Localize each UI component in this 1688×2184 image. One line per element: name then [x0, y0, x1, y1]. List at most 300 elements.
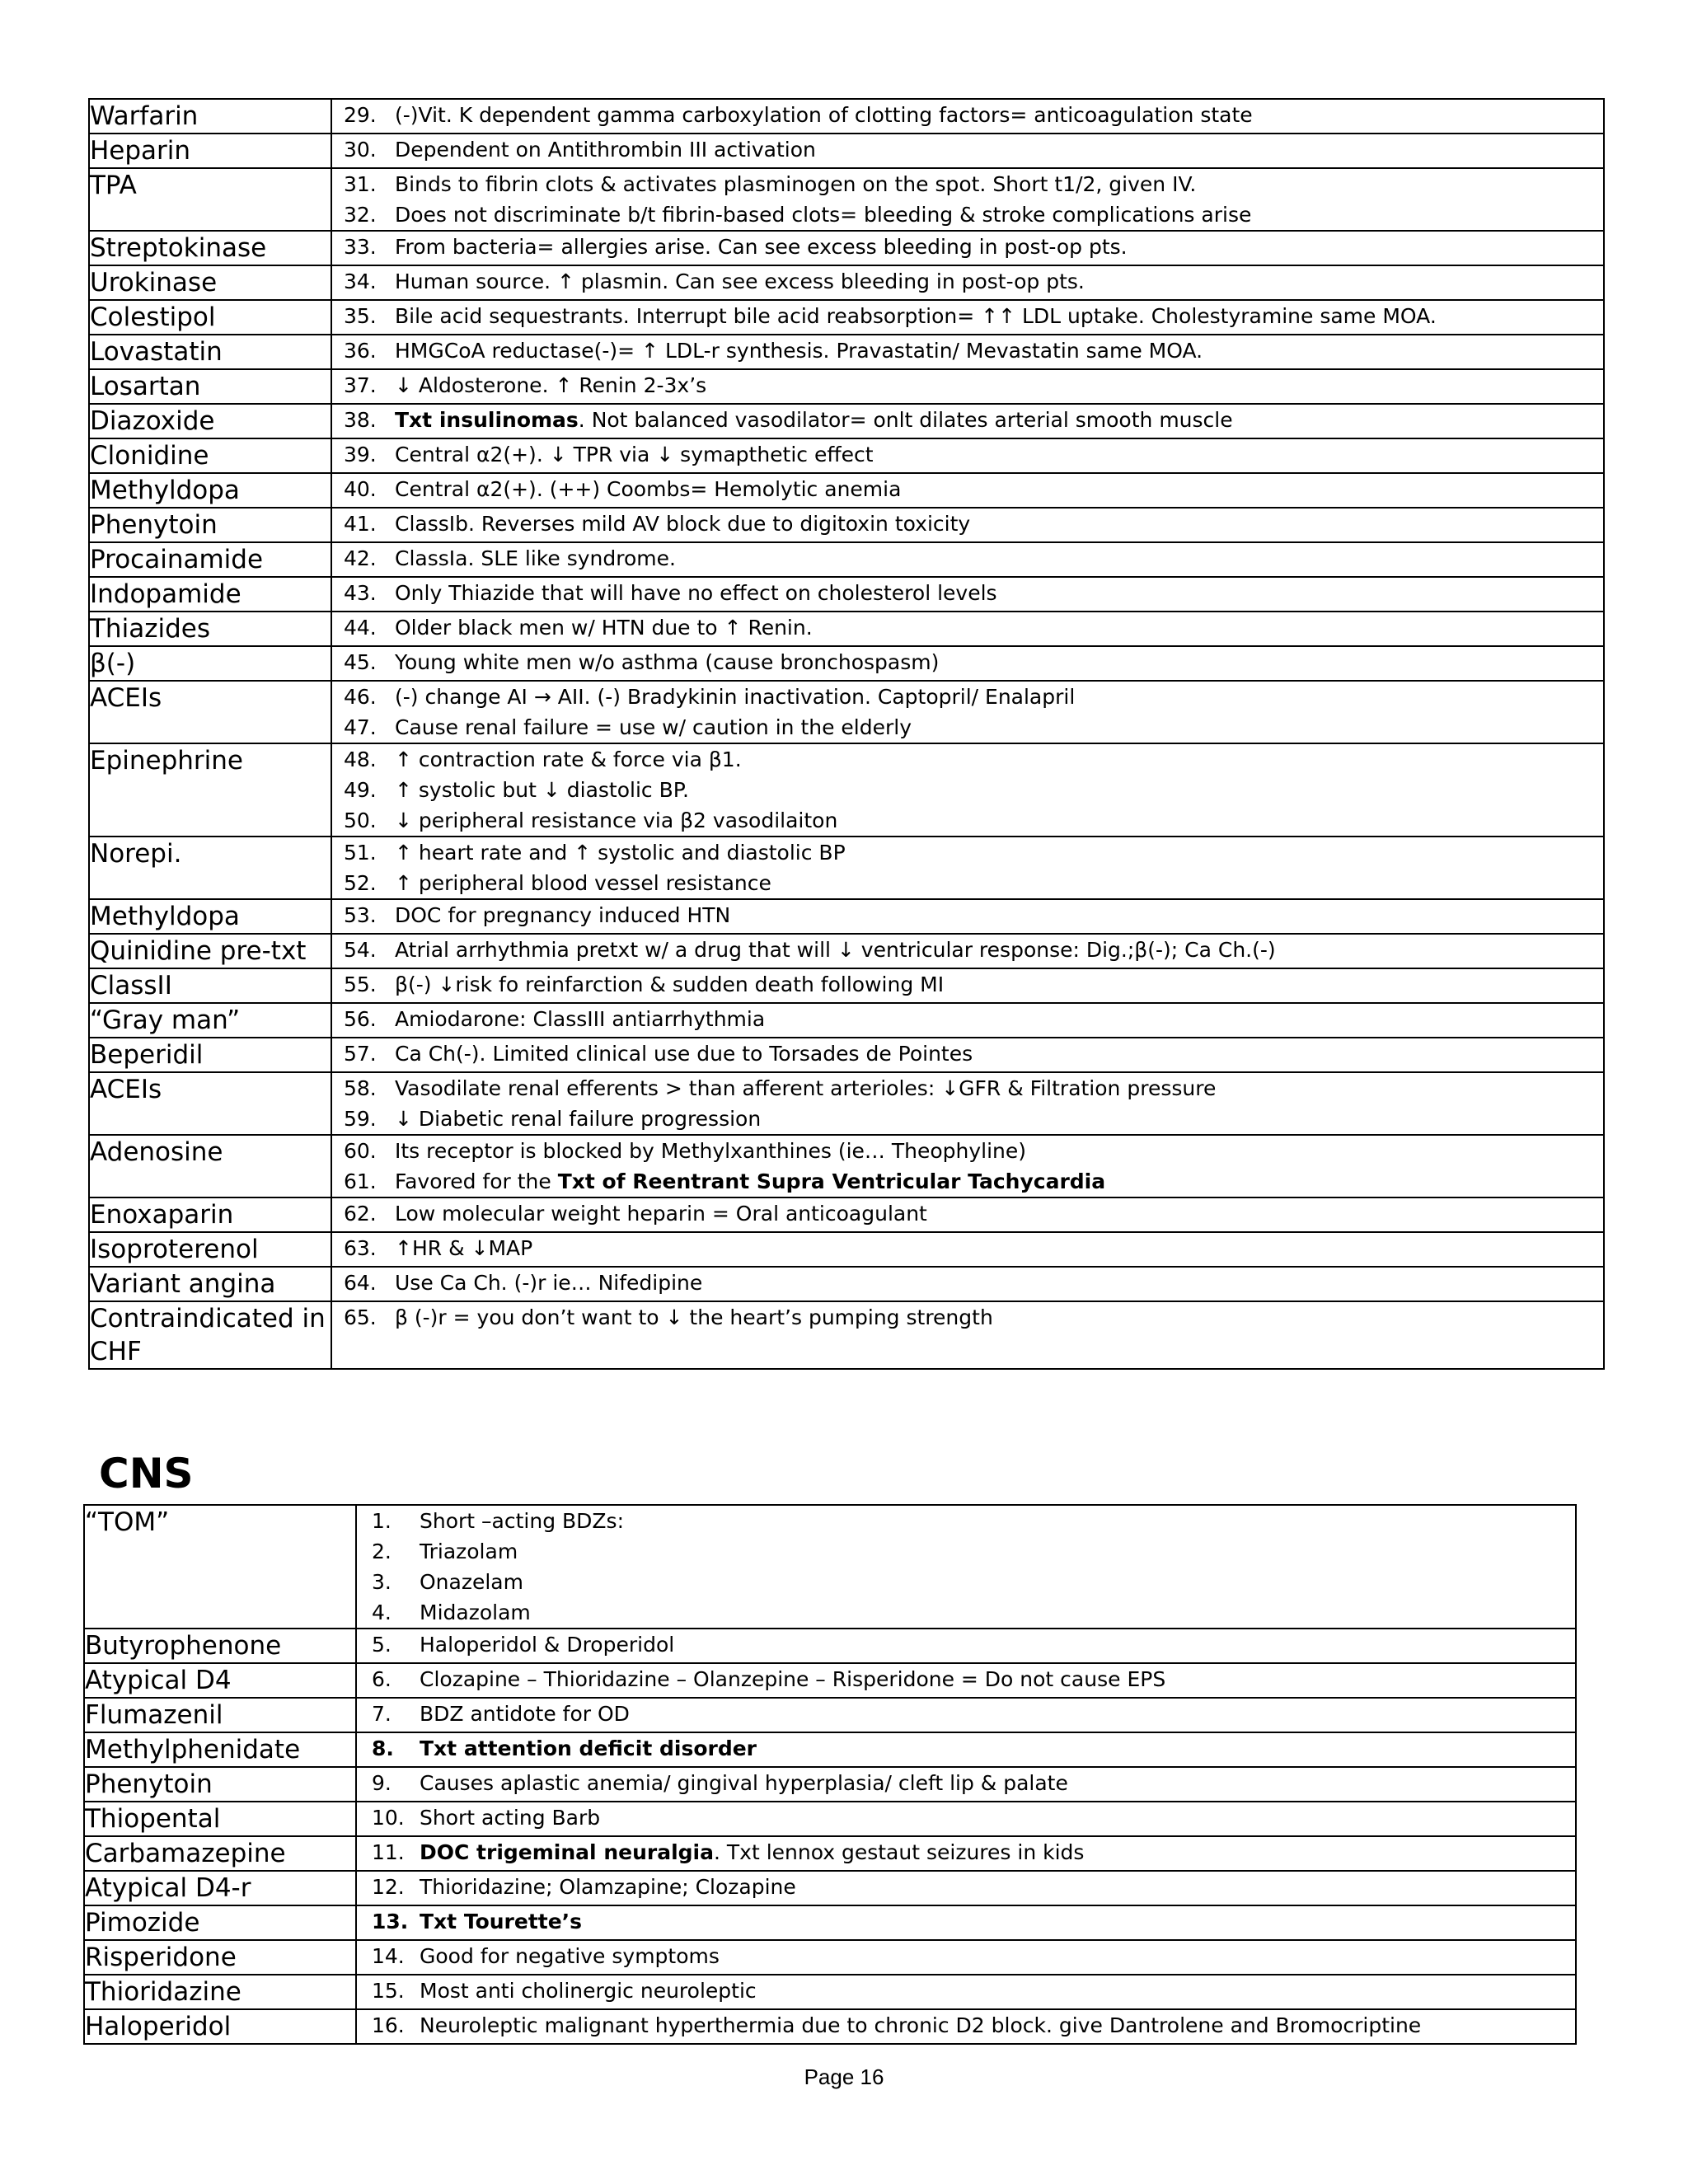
- item-text: [395, 1233, 532, 1263]
- drug-name-cell: Haloperidol: [84, 2009, 356, 2044]
- list-item: [357, 1975, 1575, 2006]
- item-number: 29.: [344, 103, 377, 127]
- item-number: 35.: [344, 304, 377, 328]
- item-number: 7.: [372, 1702, 392, 1726]
- table-row: [84, 1802, 1576, 1836]
- item-text: [395, 232, 1128, 262]
- item-number: 31.: [344, 172, 377, 196]
- item-text: [420, 1664, 1165, 1694]
- drug-name-cell: ACEIs: [89, 1072, 331, 1135]
- list-item: [357, 1597, 1575, 1628]
- notes-cell: [331, 612, 1604, 646]
- list-item: [332, 169, 1603, 199]
- notes-cell: [356, 1940, 1576, 1975]
- list-item: [332, 474, 1603, 504]
- item-text: [395, 900, 730, 930]
- notes-cell: [356, 1732, 1576, 1767]
- notes-cell: [331, 968, 1604, 1003]
- notes-cell: [331, 99, 1604, 134]
- table-row: [89, 369, 1604, 404]
- list-item: [332, 744, 1603, 775]
- item-text: [420, 1733, 757, 1764]
- drug-name-cell: Adenosine: [89, 1135, 331, 1197]
- list-item: [357, 1664, 1575, 1694]
- table-row: [84, 1505, 1576, 1629]
- item-body: Causes aplastic anemia/ gingival hyperplasia/ cleft lip & palate: [420, 1771, 1068, 1795]
- list-item: [357, 1733, 1575, 1764]
- item-text: [395, 744, 742, 775]
- list-item: [332, 1166, 1603, 1197]
- item-text: [395, 1038, 973, 1069]
- list-item: [332, 1136, 1603, 1166]
- drug-name-cell: Colestipol: [89, 300, 331, 335]
- item-body: Triazolam: [420, 1540, 518, 1563]
- item-body: Good for negative symptoms: [420, 1944, 720, 1968]
- item-body: . Txt lennox gestaut seizures in kids: [713, 1840, 1085, 1864]
- item-number: 5.: [372, 1633, 392, 1657]
- drug-name-cell: ClassII: [89, 968, 331, 1003]
- list-item: [332, 1038, 1603, 1069]
- notes-cell: [331, 168, 1604, 231]
- item-number: 65.: [344, 1305, 377, 1329]
- drug-name-cell: Urokinase: [89, 265, 331, 300]
- item-text: [420, 1872, 796, 1902]
- item-number: 9.: [372, 1771, 392, 1795]
- list-item: [332, 900, 1603, 930]
- item-body: Haloperidol & Droperidol: [420, 1633, 675, 1657]
- notes-cell: [331, 1301, 1604, 1369]
- item-text: [395, 1136, 1026, 1166]
- notes-cell: [356, 1505, 1576, 1629]
- item-text: [395, 439, 874, 470]
- list-item: [332, 266, 1603, 297]
- notes-cell: [331, 300, 1604, 335]
- table-row: [84, 1871, 1576, 1905]
- table-row: [89, 300, 1604, 335]
- table-row: [89, 1135, 1604, 1197]
- item-body: Vasodilate renal efferents > than afferent arterioles: ↓GFR & Filtration pressure: [395, 1076, 1217, 1100]
- item-body: BDZ antidote for OD: [420, 1702, 630, 1726]
- item-number: 63.: [344, 1236, 377, 1260]
- item-body: Central α2(+). ↓ TPR via ↓ symapthetic effect: [395, 443, 874, 466]
- item-number: 51.: [344, 841, 377, 865]
- notes-cell: [331, 369, 1604, 404]
- item-body: Young white men w/o asthma (cause bronchospasm): [395, 650, 940, 674]
- list-item: [357, 1768, 1575, 1798]
- notes-cell: [331, 335, 1604, 369]
- notes-cell: [331, 1267, 1604, 1301]
- item-number: 52.: [344, 871, 377, 895]
- item-text: [395, 405, 1233, 435]
- table-row: [89, 404, 1604, 438]
- list-item: [332, 775, 1603, 805]
- item-text: [395, 837, 846, 868]
- list-item: [332, 134, 1603, 165]
- item-text: [420, 1567, 523, 1597]
- table-row: [89, 612, 1604, 646]
- item-text: [395, 969, 944, 1000]
- item-text: [395, 775, 689, 805]
- item-number: 61.: [344, 1169, 377, 1193]
- table-row: [89, 134, 1604, 168]
- notes-cell: [331, 1003, 1604, 1038]
- drug-name-cell: Thiopental: [84, 1802, 356, 1836]
- list-item: [332, 837, 1603, 868]
- list-item: [332, 199, 1603, 230]
- item-number: 11.: [372, 1840, 405, 1864]
- item-text: [395, 1073, 1216, 1104]
- item-number: 54.: [344, 938, 377, 962]
- item-number: 10.: [372, 1806, 405, 1830]
- table-row: [89, 168, 1604, 231]
- table-row: [89, 265, 1604, 300]
- item-text: [420, 1975, 757, 2006]
- table-row: [89, 99, 1604, 134]
- item-body: ClassIa. SLE like syndrome.: [395, 546, 676, 570]
- item-number: 43.: [344, 581, 377, 605]
- list-item: [332, 405, 1603, 435]
- item-body: Its receptor is blocked by Methylxanthines (ie… Theophyline): [395, 1139, 1027, 1163]
- list-item: [332, 1268, 1603, 1298]
- drug-name-cell: Phenytoin: [84, 1767, 356, 1802]
- item-body: Use Ca Ch. (-)r ie… Nifedipine: [395, 1271, 703, 1295]
- item-text: [395, 868, 771, 898]
- item-number: 44.: [344, 616, 377, 640]
- notes-cell: [331, 743, 1604, 837]
- item-number: 8.: [372, 1736, 394, 1760]
- table-row: [84, 1629, 1576, 1663]
- item-text: [395, 1302, 993, 1333]
- item-body: ↓ peripheral resistance via β2 vasodilaiton: [395, 808, 838, 832]
- item-number: 30.: [344, 138, 377, 162]
- item-number: 14.: [372, 1944, 405, 1968]
- list-item: [332, 612, 1603, 643]
- item-number: 37.: [344, 373, 377, 397]
- item-body: ↓ Aldosterone. ↑ Renin 2-3x’s: [395, 373, 707, 397]
- list-item: [357, 1837, 1575, 1868]
- notes-cell: [331, 1197, 1604, 1232]
- notes-cell: [356, 1698, 1576, 1732]
- item-number: 55.: [344, 972, 377, 996]
- item-number: 13.: [372, 1910, 409, 1933]
- item-number: 4.: [372, 1601, 392, 1624]
- notes-cell: [356, 1663, 1576, 1698]
- item-emphasis: DOC trigeminal neuralgia: [420, 1840, 714, 1864]
- table-row: [89, 837, 1604, 899]
- notes-cell: [331, 899, 1604, 934]
- list-item: [332, 1233, 1603, 1263]
- notes-cell: [331, 681, 1604, 743]
- notes-cell: [331, 473, 1604, 508]
- list-item: [332, 301, 1603, 331]
- item-body: Short –acting BDZs:: [420, 1509, 624, 1533]
- list-item: [357, 1567, 1575, 1597]
- item-body: HMGCoA reductase(-)= ↑ LDL-r synthesis. Pravastatin/ Mevastatin same MOA.: [395, 339, 1203, 363]
- drug-name-cell: TPA: [89, 168, 331, 231]
- item-body: From bacteria= allergies arise. Can see excess bleeding in post-op pts.: [395, 235, 1128, 259]
- item-body: Does not discriminate b/t fibrin-based clots= bleeding & stroke complications arise: [395, 203, 1252, 227]
- item-text: [420, 1597, 531, 1628]
- drug-name-cell: “Gray man”: [89, 1003, 331, 1038]
- drug-name-cell: Losartan: [89, 369, 331, 404]
- drug-name-cell: Diazoxide: [89, 404, 331, 438]
- list-item: [332, 805, 1603, 836]
- list-item: [332, 647, 1603, 677]
- item-body: Dependent on Antithrombin III activation: [395, 138, 816, 162]
- notes-cell: [356, 1629, 1576, 1663]
- item-number: 57.: [344, 1042, 377, 1066]
- item-number: 2.: [372, 1540, 392, 1563]
- drug-name-cell: Warfarin: [89, 99, 331, 134]
- item-text: [395, 335, 1203, 366]
- table-row: [89, 1267, 1604, 1301]
- item-number: 36.: [344, 339, 377, 363]
- table-row: [89, 438, 1604, 473]
- list-item: [357, 1506, 1575, 1536]
- list-item: [332, 712, 1603, 743]
- table-row: [84, 1698, 1576, 1732]
- list-item: [332, 1004, 1603, 1034]
- table-row: [84, 1905, 1576, 1940]
- table-row: [89, 934, 1604, 968]
- list-item: [332, 439, 1603, 470]
- list-item: [332, 1073, 1603, 1104]
- table-row: [89, 1301, 1604, 1369]
- drug-name-cell: Atypical D4-r: [84, 1871, 356, 1905]
- item-body: ClassIb. Reverses mild AV block due to digitoxin toxicity: [395, 512, 971, 536]
- item-body: ↑ contraction rate & force via β1.: [395, 748, 742, 771]
- drug-name-cell: Thioridazine: [84, 1975, 356, 2009]
- table-row: [89, 473, 1604, 508]
- item-number: 45.: [344, 650, 377, 674]
- list-item: [332, 543, 1603, 574]
- drug-name-cell: Pimozide: [84, 1905, 356, 1940]
- item-text: [395, 100, 1253, 130]
- item-text: [395, 805, 837, 836]
- list-item: [357, 1629, 1575, 1660]
- table-row: [89, 968, 1604, 1003]
- item-number: 3.: [372, 1570, 392, 1594]
- list-item: [332, 1302, 1603, 1333]
- item-text: [395, 612, 813, 643]
- list-item: [332, 335, 1603, 366]
- item-body: Bile acid sequestrants. Interrupt bile acid reabsorption= ↑↑ LDL uptake. Cholestyramine same MOA.: [395, 304, 1437, 328]
- notes-cell: [356, 1975, 1576, 2009]
- notes-cell: [331, 542, 1604, 577]
- item-number: 49.: [344, 778, 377, 802]
- item-body: Neuroleptic malignant hyperthermia due to chronic D2 block. give Dantrolene and Bromocriptine: [420, 2013, 1422, 2037]
- list-item: [357, 2010, 1575, 2041]
- item-number: 6.: [372, 1667, 392, 1691]
- item-text: [395, 1166, 1105, 1197]
- list-item: [332, 232, 1603, 262]
- item-text: [395, 509, 970, 539]
- cns-section-heading: CNS: [99, 1450, 194, 1497]
- drug-name-cell: Thiazides: [89, 612, 331, 646]
- list-item: [332, 969, 1603, 1000]
- list-item: [332, 935, 1603, 965]
- table-row: [89, 646, 1604, 681]
- item-number: 38.: [344, 408, 377, 432]
- item-body: Short acting Barb: [420, 1806, 601, 1830]
- item-number: 46.: [344, 685, 377, 709]
- table-row: [89, 508, 1604, 542]
- drug-name-cell: β(-): [89, 646, 331, 681]
- table-row: [84, 1836, 1576, 1871]
- item-body: (-) change AI → AII. (-) Bradykinin inactivation. Captopril/ Enalapril: [395, 685, 1076, 709]
- notes-cell: [331, 646, 1604, 681]
- item-body: Most anti cholinergic neuroleptic: [420, 1979, 757, 2003]
- table-row: [84, 1732, 1576, 1767]
- table-row: [89, 1197, 1604, 1232]
- notes-cell: [331, 265, 1604, 300]
- drug-name-cell: Methyldopa: [89, 899, 331, 934]
- list-item: [357, 1802, 1575, 1833]
- table-row: [89, 1072, 1604, 1135]
- item-body: ↑HR & ↓MAP: [395, 1236, 533, 1260]
- notes-cell: [331, 934, 1604, 968]
- item-body: Clozapine – Thioridazine – Olanzepine – Risperidone = Do not cause EPS: [420, 1667, 1166, 1691]
- item-number: 64.: [344, 1271, 377, 1295]
- item-body: . Not balanced vasodilator= onlt dilates arterial smooth muscle: [578, 408, 1233, 432]
- table-row: [89, 231, 1604, 265]
- item-text: [395, 647, 939, 677]
- item-text: [395, 370, 706, 401]
- item-text: [395, 1198, 927, 1229]
- notes-cell: [331, 438, 1604, 473]
- item-text: [395, 1268, 702, 1298]
- list-item: [332, 370, 1603, 401]
- table-row: [84, 1975, 1576, 2009]
- item-text: [395, 1104, 761, 1134]
- table-row: [89, 743, 1604, 837]
- item-text: [420, 1699, 630, 1729]
- drug-name-cell: “TOM”: [84, 1505, 356, 1629]
- item-body: Binds to fibrin clots & activates plasminogen on the spot. Short t1/2, given IV.: [395, 172, 1197, 196]
- notes-cell: [331, 837, 1604, 899]
- item-body: Low molecular weight heparin = Oral anticoagulant: [395, 1202, 927, 1226]
- item-text: [395, 1004, 765, 1034]
- table-row: [84, 1940, 1576, 1975]
- notes-cell: [356, 1905, 1576, 1940]
- item-emphasis: Txt insulinomas: [395, 408, 579, 432]
- item-body: ↑ peripheral blood vessel resistance: [395, 871, 771, 895]
- list-item: [357, 1941, 1575, 1971]
- drug-name-cell: Risperidone: [84, 1940, 356, 1975]
- drug-name-cell: Phenytoin: [89, 508, 331, 542]
- drug-name-cell: Variant angina: [89, 1267, 331, 1301]
- notes-cell: [356, 1836, 1576, 1871]
- item-text: [395, 578, 997, 608]
- drug-name-cell: Beperidil: [89, 1038, 331, 1072]
- item-number: 60.: [344, 1139, 377, 1163]
- notes-cell: [331, 134, 1604, 168]
- drug-name-cell: Flumazenil: [84, 1698, 356, 1732]
- list-item: [332, 682, 1603, 712]
- item-body: Human source. ↑ plasmin. Can see excess bleeding in post-op pts.: [395, 269, 1085, 293]
- drug-name-cell: Lovastatin: [89, 335, 331, 369]
- item-number: 32.: [344, 203, 377, 227]
- item-body: Amiodarone: ClassIII antiarrhythmia: [395, 1007, 766, 1031]
- item-body: Central α2(+). (++) Coombs= Hemolytic anemia: [395, 477, 902, 501]
- item-number: 1.: [372, 1509, 392, 1533]
- list-item: [332, 578, 1603, 608]
- item-text: [420, 1506, 624, 1536]
- cardiovascular-drug-table: [88, 98, 1605, 1370]
- item-number: 47.: [344, 715, 377, 739]
- drug-name-cell: Indopamide: [89, 577, 331, 612]
- drug-name-cell: Streptokinase: [89, 231, 331, 265]
- item-body: Only Thiazide that will have no effect on cholesterol levels: [395, 581, 997, 605]
- table-row: [89, 899, 1604, 934]
- table-row: [89, 542, 1604, 577]
- drug-name-cell: Methyldopa: [89, 473, 331, 508]
- item-number: 12.: [372, 1875, 405, 1899]
- item-text: [420, 1906, 582, 1937]
- drug-name-cell: Epinephrine: [89, 743, 331, 837]
- list-item: [357, 1699, 1575, 1729]
- item-text: [395, 301, 1437, 331]
- item-number: 15.: [372, 1979, 405, 2003]
- page-number: Page 16: [804, 2064, 884, 2089]
- list-item: [332, 100, 1603, 130]
- item-text: [395, 543, 676, 574]
- drug-name-cell: Procainamide: [89, 542, 331, 577]
- item-text: [395, 474, 901, 504]
- notes-cell: [356, 1802, 1576, 1836]
- cns-drug-table: [83, 1504, 1577, 2045]
- notes-cell: [331, 1232, 1604, 1267]
- item-number: 48.: [344, 748, 377, 771]
- list-item: [332, 868, 1603, 898]
- item-body: ↑ systolic but ↓ diastolic BP.: [395, 778, 689, 802]
- item-number: 53.: [344, 903, 377, 927]
- notes-cell: [331, 577, 1604, 612]
- table-row: [84, 1767, 1576, 1802]
- list-item: [357, 1906, 1575, 1937]
- table-row: [89, 1232, 1604, 1267]
- item-number: 33.: [344, 235, 377, 259]
- item-text: [420, 1941, 720, 1971]
- list-item: [332, 1104, 1603, 1134]
- drug-name-cell: Isoproterenol: [89, 1232, 331, 1267]
- item-number: 56.: [344, 1007, 377, 1031]
- item-text: [395, 935, 1276, 965]
- drug-name-cell: Contraindicated in CHF: [89, 1301, 331, 1369]
- table-row: [84, 2009, 1576, 2044]
- item-body: (-)Vit. K dependent gamma carboxylation of clotting factors= anticoagulation state: [395, 103, 1253, 127]
- item-text: [420, 1837, 1084, 1868]
- notes-cell: [356, 2009, 1576, 2044]
- item-body: DOC for pregnancy induced HTN: [395, 903, 731, 927]
- drug-name-cell: Methylphenidate: [84, 1732, 356, 1767]
- notes-cell: [331, 508, 1604, 542]
- item-number: 39.: [344, 443, 377, 466]
- item-number: 50.: [344, 808, 377, 832]
- drug-name-cell: ACEIs: [89, 681, 331, 743]
- table-row: [89, 1038, 1604, 1072]
- drug-name-cell: Clonidine: [89, 438, 331, 473]
- item-number: 34.: [344, 269, 377, 293]
- notes-cell: [356, 1871, 1576, 1905]
- list-item: [357, 1536, 1575, 1567]
- item-text: [395, 682, 1075, 712]
- notes-cell: [331, 1038, 1604, 1072]
- drug-name-cell: Carbamazepine: [84, 1836, 356, 1871]
- item-body: β (-)r = you don’t want to ↓ the heart’s pumping strength: [395, 1305, 993, 1329]
- item-number: 42.: [344, 546, 377, 570]
- notes-cell: [331, 1135, 1604, 1197]
